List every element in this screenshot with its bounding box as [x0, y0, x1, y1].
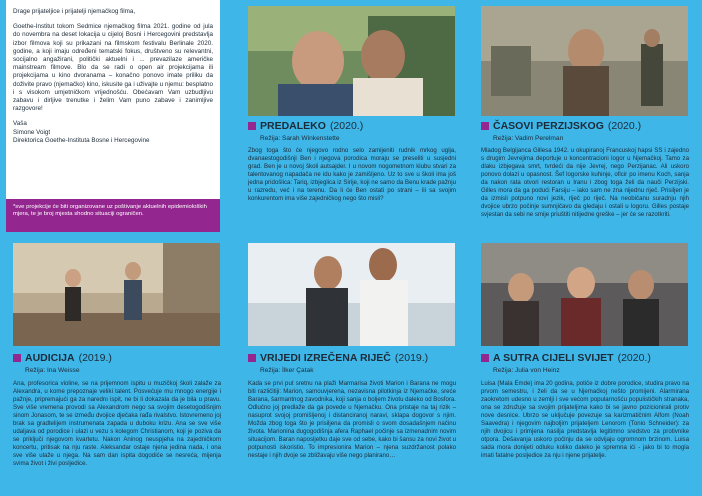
- film-director: Režija: Ina Weisse: [25, 367, 80, 374]
- film-description: Luisa (Mala Emde) ima 20 godina, potiče iz dobre porodice, studira pravo na prvom semestru, i želi da se u Njemačkoj nešto promijeni. Alarmirana zaokretom udesno u zemlji i sve većom popularnošću populističkih stranaka, ona se združuje sa svojim prijateljima kako bi se javno pozicionirali protiv nove desnice. Ubrzo se uključuje povezuje sa karizmatičnim Alfom (Noah Saavedra) i njegovim najboljim prijateljem Lenorom (Tonio Schneider): za njih dvojicu i primjena nasilja predstavlja legitimno sredstvo za protivnike otpora. Dešavanja uskoro počinju da se odvijaju ogromnom brzinom. Luisa sada mora donijeti odluku koliko daleko je spremna ići - jako bi to mogla imati fatalne posljedice za nju i njene prijatelje.: [481, 380, 689, 460]
- intro-letter: [6, 0, 220, 232]
- film-title-vrijedi-izrecena-rijec: [248, 352, 428, 364]
- film-director: Režija: Sarah Winkenstette: [260, 135, 340, 142]
- film-name: ČASOVI PERZIJSKOG: [493, 120, 604, 132]
- film-description: Kada se prvi put sretnu na plaži Marmarisa životi Marion i Barana ne mogu biti različitiji: Marion, samouvjerena, nezavisna pilotkinja iz Njemačke, sreće Barana, šarmantnog zavodnika, koji sanja o boljem životu daleko od Bosfora. Odlučno joj predlaže da ga povede u Njemačku. Ona pristaje na taj rizik – nasuprot svojoj promišljenoj i distanciranoj naravi, sklapa dogovor s njim. Možda zbog toga što je prisiljena da promisli o svom dosadašnjem načinu života. Marionina dugogodišnja afera Raphael počinje sa izmenadnim novim situacijom. Baran naposljetku daje sve od sebe, kako bi šansu za novi život u potpunosti iskoristio. To impresionira Marion – njena suzdržanost polako nestaje i njih dvoje se zbližavaju više nego planirano…: [248, 380, 456, 460]
- film-year: (2019.): [394, 352, 429, 364]
- film-name: A SUTRA CIJELI SVIJET: [493, 352, 614, 364]
- film-title-predaleko: [248, 120, 363, 132]
- film-still-a-sutra-cijeli-svijet: [481, 243, 688, 346]
- film-name: VRIJEDI IZREČENA RIJEČ: [260, 352, 391, 364]
- film-still-vrijedi-izrecena-rijec: [248, 243, 455, 346]
- film-title-a-sutra-cijeli-svijet: [481, 352, 651, 364]
- title-marker: [248, 122, 256, 130]
- title-marker: [13, 354, 21, 362]
- title-marker: [481, 354, 489, 362]
- film-title-audicija: [13, 352, 112, 364]
- film-year: (2020.): [617, 352, 651, 364]
- covid-note: *sve projekcije će biti organizovane uz poštivanje aktuelnih epidemioloških mjera, te je broj mjesta shodno situaciji ograničen.: [6, 199, 220, 232]
- title-marker: [481, 122, 489, 130]
- film-director: Režija: Julia von Heinz: [493, 367, 560, 374]
- film-name: AUDICIJA: [25, 352, 75, 364]
- film-description: Ana, profesorica violine, se na prijemnom ispitu u muzičkoj školi zalaže za Alexandra, u kome prepoznaje veliki talent. Posvećuje mu mnogo energije i pažnje, pripremajući ga za narednı ispit, ne bi li dokazala da je bila u pravu. Sve više vremena provodi sa Alexandrom nego sa svojim desetogodišnjim sinom Jonasom, te se između dvojice dječaka rađa rivalstvo. Istovremeno joj brak sa gradtelijem instrumenata zapada u duboku krizu. Ana se sve više udaljava od porodice i ulazi u vezu s kolegom Christianom, koji je poziva da se priključi njegovom kvartetu. Nakon Aninog neuspjeha na zajedničkom koncertu, pritisak na nju raste. Aleksandar ostaje njena jedina nada, i ona sve više ulaže u njega. Na sam dan ispita dogodiće se nesreća, mijenja svima život i živi posljedice.: [13, 380, 221, 468]
- film-still-audicija: [13, 243, 220, 346]
- film-director: Režija: Vadim Perelman: [493, 135, 564, 142]
- film-year: (2020.): [329, 120, 364, 132]
- intro-body: Goethe-Institut tokom Sedmice njemačkog filma 2021. godine od jula do novembra na deset lokacija u cijeloj Bosni i Hercegovini predstavlja izbor filmova koji su prikazani na filmskom festivalu Berlinale 2020. godine, a koji imaju određeni tematski fokus, društveno su relevantni, socijalno angažirani, politički aktuelni i ... prevazilaze američke mainstream filmove. Blo da se radi o open air projekcijama ili projekcijama u kino dvoranama – konačno ponovo imate priliku da doživite pravo (njemačko) kino, iskusite ga i uživajte u njemu: besplatno i s visokom umjetničkom vrijednošću. Obećavam Vam uzbudljivu zabavu i dirljive trenutke i želim Vam puno zabave i zanimljive razgovore!: [13, 23, 213, 113]
- film-year: (2019.): [78, 352, 112, 364]
- film-year: (2020.): [607, 120, 642, 132]
- title-marker: [248, 354, 256, 362]
- film-name: PREDALEKO: [260, 120, 326, 132]
- signature: Vaša Simone Voigt Direktorica Goethe-Instituta Bosne i Hercegovine: [13, 120, 150, 144]
- film-still-predaleko: [248, 6, 455, 116]
- film-still-casovi-perzijskog: [481, 6, 688, 116]
- film-director: Režija: İlker Çatak: [260, 367, 314, 374]
- film-description: Zbog toga što će njegovo rodno selo zamijeniti rudnik mrkog uglja, dvanaestogodišnji Ben i njegova porodica moraju se preseliti u susjedni grad. Ben je u novoj školi autsajder. I u novom nogometnom klubu stvari za talentovanog napadača ne idu kako je zamišljeno. Uz to sve u školi ima još jedna pridošlica: Tariq, izbjeglica iz Sirije, koji ne samo da Benu krade pažnju u razredu, već i na terenu. Da li će Ben ostati po strani – ili sa svojim konkurentom ima više zajedničkog nego što misli?: [248, 147, 456, 203]
- greeting: Drage prijateljice i prijatelji njemačkog filma,: [13, 8, 136, 15]
- film-title-casovi-perzijskog: [481, 120, 641, 132]
- film-description: Mladog Belgijanca Gillesa 1942. u okupiranoj Francuskoj hapsi SS i zajedno s drugim Jevrejima deportuje u koncentracioni logor u Njemačkoj. Tamo za dlaku izbjegava smrt, tvrdeći da nije Jevrej, nego Perzijanac. Ali uskoro ponovo dolazi u opasnost. Šef logorske kuhinje, oficir po imenu Koch, sanja da nakon rata otvori restoran u Iranu i zbog toga želi da nauči Perzijski. Gilles mora da ga podući Farsiju – iako sam ne zna nijednu riječ. Prisiljen je da izmisli potpuno novi jezik, riječ po riječ. Na neobičanu suradnju njih dvojice ubrzo počinje sumnjičavo da gledaju i ostali u logoru. Gilles postaje svjestan da sebi ne smije priuštiti nitijedne greške – jer će se razotkriti.: [481, 147, 689, 219]
